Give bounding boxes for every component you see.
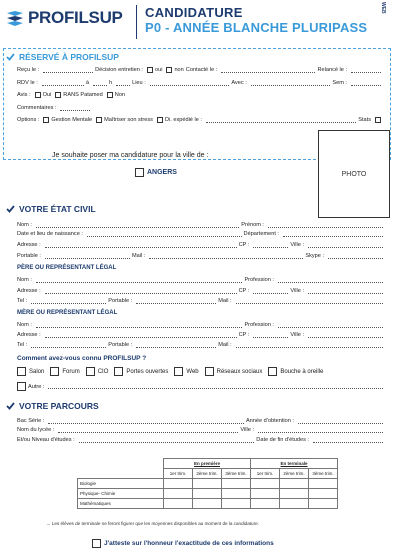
salon-checkbox[interactable] <box>17 367 26 376</box>
salon-label: Salon <box>29 368 45 375</box>
pere-portable-field[interactable] <box>136 299 216 304</box>
gestion-checkbox[interactable] <box>43 117 49 123</box>
portes-ouvertes-label: Portes ouvertes <box>126 368 169 375</box>
mere-cp-field[interactable] <box>253 333 288 338</box>
grade-cell[interactable] <box>251 499 280 509</box>
date-lieu-label: Date et lieu de naissance : <box>17 231 83 237</box>
maitriser-checkbox[interactable] <box>96 117 102 123</box>
avis-oui-label: Oui <box>42 92 52 98</box>
pere-title: PÈRE OU REPRÉSENTANT LÉGAL <box>17 265 117 271</box>
etat-civil-title: VOTRE ÉTAT CIVIL <box>19 204 96 214</box>
skype-field[interactable] <box>328 254 383 259</box>
attestation-label: J'atteste sur l'honneur l'exactitude de ces informations <box>104 540 274 547</box>
mere-tel-label: Tel : <box>17 342 28 348</box>
hour-field[interactable] <box>93 81 107 86</box>
non-label: non <box>174 67 184 73</box>
di-field[interactable] <box>206 118 356 123</box>
mail-field[interactable] <box>149 254 303 259</box>
pere-profession-label: Profession : <box>244 277 274 283</box>
web-checkbox[interactable] <box>174 367 183 376</box>
grade-cell[interactable] <box>193 499 222 509</box>
portes-ouvertes-checkbox[interactable] <box>114 367 123 376</box>
commentaires-label: Commentaires : <box>17 105 57 111</box>
pere-ville-field[interactable] <box>308 289 383 294</box>
contacte-label: Contacté le : <box>185 67 218 73</box>
adresse-label: Adresse : <box>17 242 41 248</box>
parcours-header <box>6 401 99 411</box>
parcours-row-3 <box>17 437 385 443</box>
maitriser-label: Maîtriser son stress <box>104 117 153 123</box>
grade-cell[interactable] <box>280 479 309 489</box>
trim-header: 2ème trim. <box>193 469 222 479</box>
mere-tel-field[interactable] <box>31 343 106 348</box>
grade-cell[interactable] <box>193 489 222 499</box>
cio-checkbox[interactable] <box>86 367 95 376</box>
decision-non-checkbox[interactable] <box>166 67 172 73</box>
table-cell <box>78 469 164 479</box>
annee-field[interactable] <box>298 419 383 424</box>
avis-label: Avis : <box>17 92 31 98</box>
logo-mark-icon <box>6 10 24 26</box>
trim-header: 2ème trim. <box>280 469 309 479</box>
photo-box[interactable] <box>318 130 390 218</box>
ec-row-2 <box>17 231 385 237</box>
cp-field[interactable] <box>253 243 288 248</box>
table-row <box>78 499 338 509</box>
pere-tel-field[interactable] <box>31 299 106 304</box>
mere-adresse-field[interactable] <box>45 333 237 338</box>
grade-cell[interactable] <box>280 489 309 499</box>
mere-portable-field[interactable] <box>136 343 216 348</box>
relance-field[interactable] <box>351 68 381 73</box>
bouche-checkbox[interactable] <box>268 367 277 376</box>
autre-row <box>17 382 385 391</box>
grade-cell[interactable] <box>251 479 280 489</box>
parcours-row-1 <box>17 418 385 424</box>
contacte-field[interactable] <box>221 68 315 73</box>
stats-checkbox[interactable] <box>375 117 381 123</box>
attestation[interactable] <box>92 539 274 548</box>
grade-cell[interactable] <box>309 489 338 499</box>
pere-adresse-field[interactable] <box>45 289 237 294</box>
mere-title: MÈRE OU REPRÉSENTANT LÉGAL <box>17 310 118 316</box>
decision-label: Décision entretien : <box>95 67 143 73</box>
niveau-label: Et/ou Niveau d'études : <box>17 437 75 443</box>
adresse-field[interactable] <box>45 243 237 248</box>
photo-label: PHOTO <box>341 170 367 178</box>
attestation-checkbox[interactable] <box>92 539 101 548</box>
reseaux-checkbox[interactable] <box>205 367 214 376</box>
avis-rans-checkbox[interactable] <box>55 92 61 98</box>
bac-field[interactable] <box>48 419 244 424</box>
pere-nom-field[interactable] <box>36 278 243 283</box>
mere-mail-field[interactable] <box>236 343 383 348</box>
prenom-field[interactable] <box>268 223 383 228</box>
mere-row-1 <box>17 322 385 328</box>
subject-maths: Mathématiques <box>78 499 164 509</box>
table-row <box>78 469 338 479</box>
ville-label: Ville : <box>290 242 304 248</box>
grade-cell[interactable] <box>164 489 193 499</box>
footnote: → Les élèves de terminale ne feront figurer que les moyennes disponibles au moment de la candidature. <box>46 521 259 526</box>
avis-rans-label: RANS Patamed <box>63 92 103 98</box>
stats-label: Stats <box>358 117 371 123</box>
grade-cell[interactable] <box>164 479 193 489</box>
rdv-label: RDV le : <box>17 80 38 86</box>
forum-label: Forum <box>62 368 80 375</box>
lycee-field[interactable] <box>58 428 238 433</box>
nom-field[interactable] <box>36 223 239 228</box>
date-fin-label: Date de fin d'études : <box>256 437 309 443</box>
parcours-row-2 <box>17 427 385 433</box>
avis-non-checkbox[interactable] <box>107 92 113 98</box>
mere-nom-field[interactable] <box>36 323 243 328</box>
date-lieu-field[interactable] <box>87 232 242 237</box>
pere-portable-label: Portable : <box>108 298 133 304</box>
autre-checkbox[interactable] <box>17 382 26 391</box>
table-row <box>78 489 338 499</box>
parcours-ville-label: Ville : <box>240 427 254 433</box>
reserved-row-5 <box>17 117 383 123</box>
ec-row-3 <box>17 242 385 248</box>
skype-label: Skype : <box>305 253 324 259</box>
grade-cell[interactable] <box>309 479 338 489</box>
departement-field[interactable] <box>283 232 383 237</box>
a-label: à <box>85 80 89 86</box>
pere-row-1 <box>17 277 385 283</box>
autre-field[interactable] <box>48 384 383 389</box>
trim-header: 3ème trim. <box>222 469 251 479</box>
premiere-header: En première <box>164 459 251 469</box>
parcours-ville-field[interactable] <box>258 428 383 433</box>
grade-cell[interactable] <box>164 499 193 509</box>
web-badge: WEB <box>380 2 386 14</box>
lieu-field[interactable] <box>150 81 230 86</box>
angers-label: ANGERS <box>147 169 177 176</box>
terminale-header: En terminale <box>251 459 338 469</box>
mere-cp-label: CP : <box>238 332 250 338</box>
grade-cell[interactable] <box>309 499 338 509</box>
avec-field[interactable] <box>251 81 331 86</box>
grade-cell[interactable] <box>222 499 251 509</box>
ville-option-angers[interactable] <box>135 168 177 177</box>
options-label: Options : <box>17 117 40 123</box>
logo-text: PROFILSUP <box>28 8 123 27</box>
reserved-row-1 <box>17 67 383 73</box>
pere-mail-field[interactable] <box>236 299 383 304</box>
connu-options <box>17 367 323 376</box>
reserved-header <box>6 52 119 62</box>
grade-cell[interactable] <box>280 499 309 509</box>
sem-label: Sem : <box>332 80 347 86</box>
pere-cp-field[interactable] <box>253 289 288 294</box>
parcours-title: VOTRE PARCOURS <box>19 401 99 411</box>
mere-portable-label: Portable : <box>108 342 133 348</box>
pere-mail-label: Mail : <box>218 298 232 304</box>
connu-question: Comment avez-vous connu PROFILSUP ? <box>17 355 147 362</box>
cio-label: CIO <box>97 368 109 375</box>
reserved-row-2 <box>17 80 383 86</box>
etat-civil-header <box>6 204 96 214</box>
bouche-label: Bouche à oreille <box>280 368 324 375</box>
avis-non-label: Non <box>114 92 126 98</box>
header-divider <box>136 5 137 39</box>
trim-header: 1er trim. <box>164 469 193 479</box>
pere-profession-field[interactable] <box>278 278 383 283</box>
trim-header: 1er trim. <box>251 469 280 479</box>
pere-tel-label: Tel : <box>17 298 28 304</box>
reserved-row-4 <box>17 105 383 111</box>
grade-cell[interactable] <box>222 479 251 489</box>
niveau-field[interactable] <box>79 438 255 443</box>
annee-label: Année d'obtention : <box>245 418 294 424</box>
h-label: h <box>108 80 113 86</box>
check-icon <box>6 402 15 410</box>
reseaux-label: Réseaux sociaux <box>216 368 263 375</box>
mail-label: Mail : <box>131 253 146 259</box>
table-row <box>78 479 338 489</box>
pere-ville-label: Ville : <box>290 288 304 294</box>
mere-row-2 <box>17 332 385 338</box>
autre-label: Autre : <box>28 383 45 390</box>
mere-mail-label: Mail : <box>218 342 232 348</box>
di-checkbox[interactable] <box>157 117 163 123</box>
oui-label: oui <box>154 67 163 73</box>
avec-label: Avec : <box>231 80 247 86</box>
mere-row-3 <box>17 342 385 348</box>
reserved-row-3 <box>17 92 127 98</box>
recu-label: Reçu le : <box>17 67 40 73</box>
grade-cell[interactable] <box>251 489 280 499</box>
grades-table <box>77 458 338 509</box>
minute-field[interactable] <box>116 81 130 86</box>
mere-adresse-label: Adresse : <box>17 332 41 338</box>
web-label: Web <box>186 368 199 375</box>
pere-cp-label: CP : <box>238 288 250 294</box>
mere-profession-field[interactable] <box>278 323 383 328</box>
ec-row-1 <box>17 222 385 228</box>
di-label: Di. expédié le : <box>164 117 202 123</box>
gestion-label: Gestion Mentale <box>51 117 93 123</box>
sem-field[interactable] <box>351 81 381 86</box>
check-icon <box>6 53 15 61</box>
mere-ville-label: Ville : <box>290 332 304 338</box>
prenom-label: Prénom : <box>241 222 264 228</box>
mere-nom-label: Nom : <box>17 322 32 328</box>
lieu-label: Lieu : <box>132 80 146 86</box>
table-row <box>78 459 338 469</box>
ec-row-4 <box>17 253 385 259</box>
subject-physique: Physique- Chimie <box>78 489 164 499</box>
grade-cell[interactable] <box>193 479 222 489</box>
nom-label: Nom : <box>17 222 32 228</box>
angers-checkbox[interactable] <box>135 168 144 177</box>
pere-row-3 <box>17 298 385 304</box>
table-cell <box>78 459 164 469</box>
forum-checkbox[interactable] <box>50 367 59 376</box>
ville-field[interactable] <box>308 243 383 248</box>
trim-header: 3ème trim. <box>309 469 338 479</box>
ville-prompt: Je souhaite poser ma candidature pour la ville de : <box>52 152 209 159</box>
portable-field[interactable] <box>45 254 130 259</box>
relance-label: Relancé le : <box>317 67 347 73</box>
grade-cell[interactable] <box>222 489 251 499</box>
mere-profession-label: Profession : <box>244 322 274 328</box>
portable-label: Portable : <box>17 253 41 259</box>
departement-label: Département : <box>243 231 279 237</box>
logo <box>6 8 123 28</box>
cp-label: CP : <box>238 242 250 248</box>
page-subtitle: P0 - ANNÉE BLANCHE PLURIPASS <box>145 20 368 35</box>
pere-adresse-label: Adresse : <box>17 288 41 294</box>
subject-biologie: Biologie <box>78 479 164 489</box>
check-icon <box>6 205 15 213</box>
bac-label: Bac Série : <box>17 418 45 424</box>
rdv-field[interactable] <box>42 81 84 86</box>
pere-nom-label: Nom : <box>17 277 32 283</box>
lycee-label: Nom du lycée : <box>17 427 55 433</box>
commentaires-field[interactable] <box>60 106 90 111</box>
pere-row-2 <box>17 288 385 294</box>
recu-field[interactable] <box>43 68 93 73</box>
date-fin-field[interactable] <box>313 438 383 443</box>
decision-oui-checkbox[interactable] <box>147 67 153 73</box>
reserved-title: RÉSERVÉ À PROFILSUP <box>19 52 119 62</box>
avis-oui-checkbox[interactable] <box>35 92 41 98</box>
mere-ville-field[interactable] <box>308 333 383 338</box>
page-title: CANDIDATURE <box>145 5 243 20</box>
